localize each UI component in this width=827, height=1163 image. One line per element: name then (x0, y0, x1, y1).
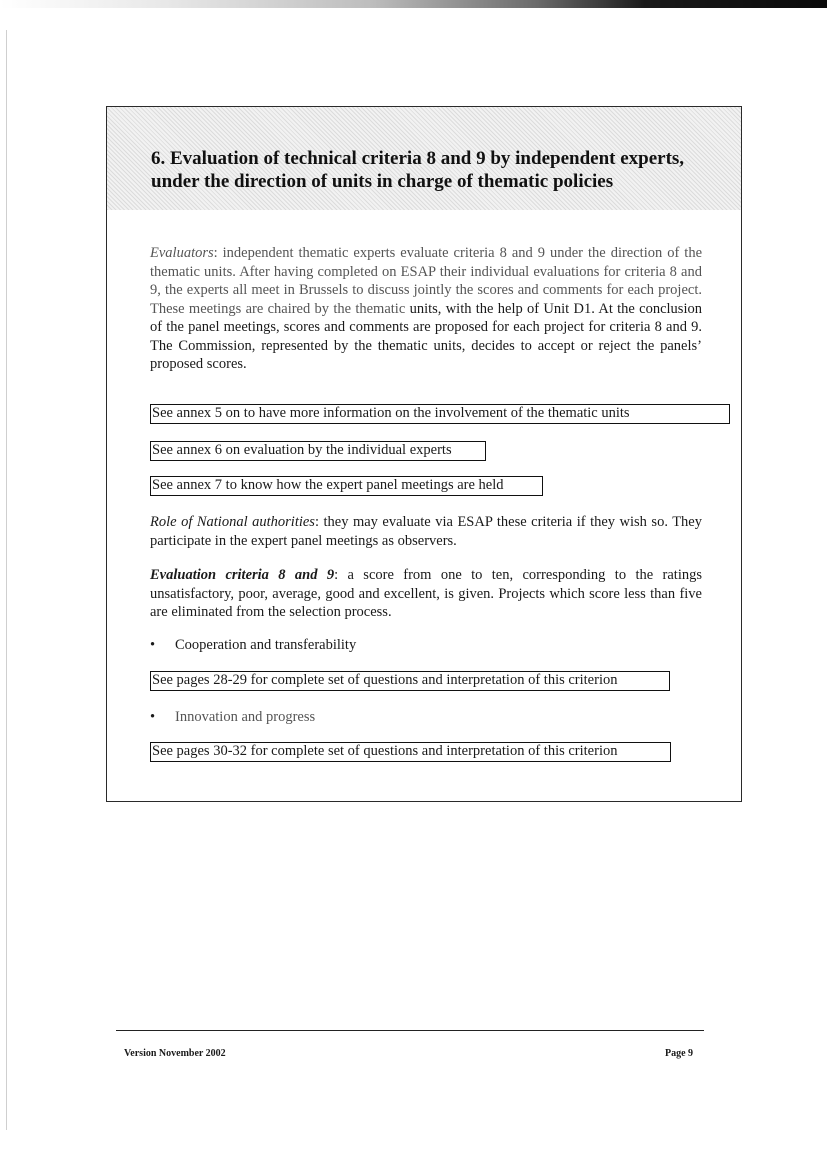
pages28-link[interactable]: See pages 28-29 for complete set of questions and interpretation of this criterion (150, 671, 670, 691)
annex7-link[interactable]: See annex 7 to know how the expert panel meetings are held (150, 476, 543, 496)
footer-version: Version November 2002 (124, 1048, 226, 1059)
evaluators-text-light: : independent thematic experts evaluate criteria 8 and 9 under the direction of the thematic units. After having completed on ESAP their individual evaluations for criteria 8 and 9, the experts all meet in Brussels to discuss jointly the scores and comments for each project. These meetings are chaired by the thematic (150, 245, 702, 317)
criteria-text: : a score from one to ten, corresponding to the ratings unsatisfactory, poor, average, good and excellent, is given. Projects which score less than five are eliminated from the selection process. (150, 567, 702, 620)
national-authorities-paragraph (150, 513, 702, 550)
bullet-cooperation-label: Cooperation and transferability (175, 637, 357, 653)
scan-left-edge (6, 30, 7, 1130)
bullet-cooperation (150, 636, 356, 654)
section-title (151, 147, 731, 193)
criteria-label: Evaluation criteria 8 and 9 (150, 567, 335, 583)
scan-top-edge (0, 0, 827, 8)
annex6-link[interactable]: See annex 6 on evaluation by the individual experts (150, 441, 486, 461)
footer-rule (116, 1030, 704, 1031)
bullet-innovation (150, 708, 315, 726)
national-label: Role of National authorities (150, 514, 315, 530)
bullet-dot: • (150, 637, 156, 653)
evaluators-text-dark: units, with the help of Unit D1. At the conclusion of the panel meetings, scores and comments are proposed for each project for criteria 8 and 9. The Commission, represented by the thematic units, decides to accept or reject the panels’ proposed scores. (150, 300, 702, 372)
pages30-link[interactable]: See pages 30-32 for complete set of questions and interpretation of this criterion (150, 742, 671, 762)
bullet-innovation-label: Innovation and progress (175, 709, 316, 725)
evaluators-label: Evaluators (150, 245, 214, 261)
bullet-dot: • (150, 709, 156, 725)
footer-page-number: Page 9 (665, 1048, 694, 1059)
national-text: : they may evaluate via ESAP these criteria if they wish so. They participate in the expert panel meetings as observers. (150, 514, 702, 549)
section-frame (106, 106, 742, 802)
section-title-line2: under the direction of units in charge of thematic policies (151, 171, 614, 192)
evaluators-paragraph (150, 244, 702, 374)
criteria-paragraph (150, 566, 702, 622)
section-title-line1: 6. Evaluation of technical criteria 8 and 9 by independent experts, (151, 148, 685, 169)
annex5-link[interactable]: See annex 5 on to have more information on the involvement of the thematic units (150, 404, 730, 424)
